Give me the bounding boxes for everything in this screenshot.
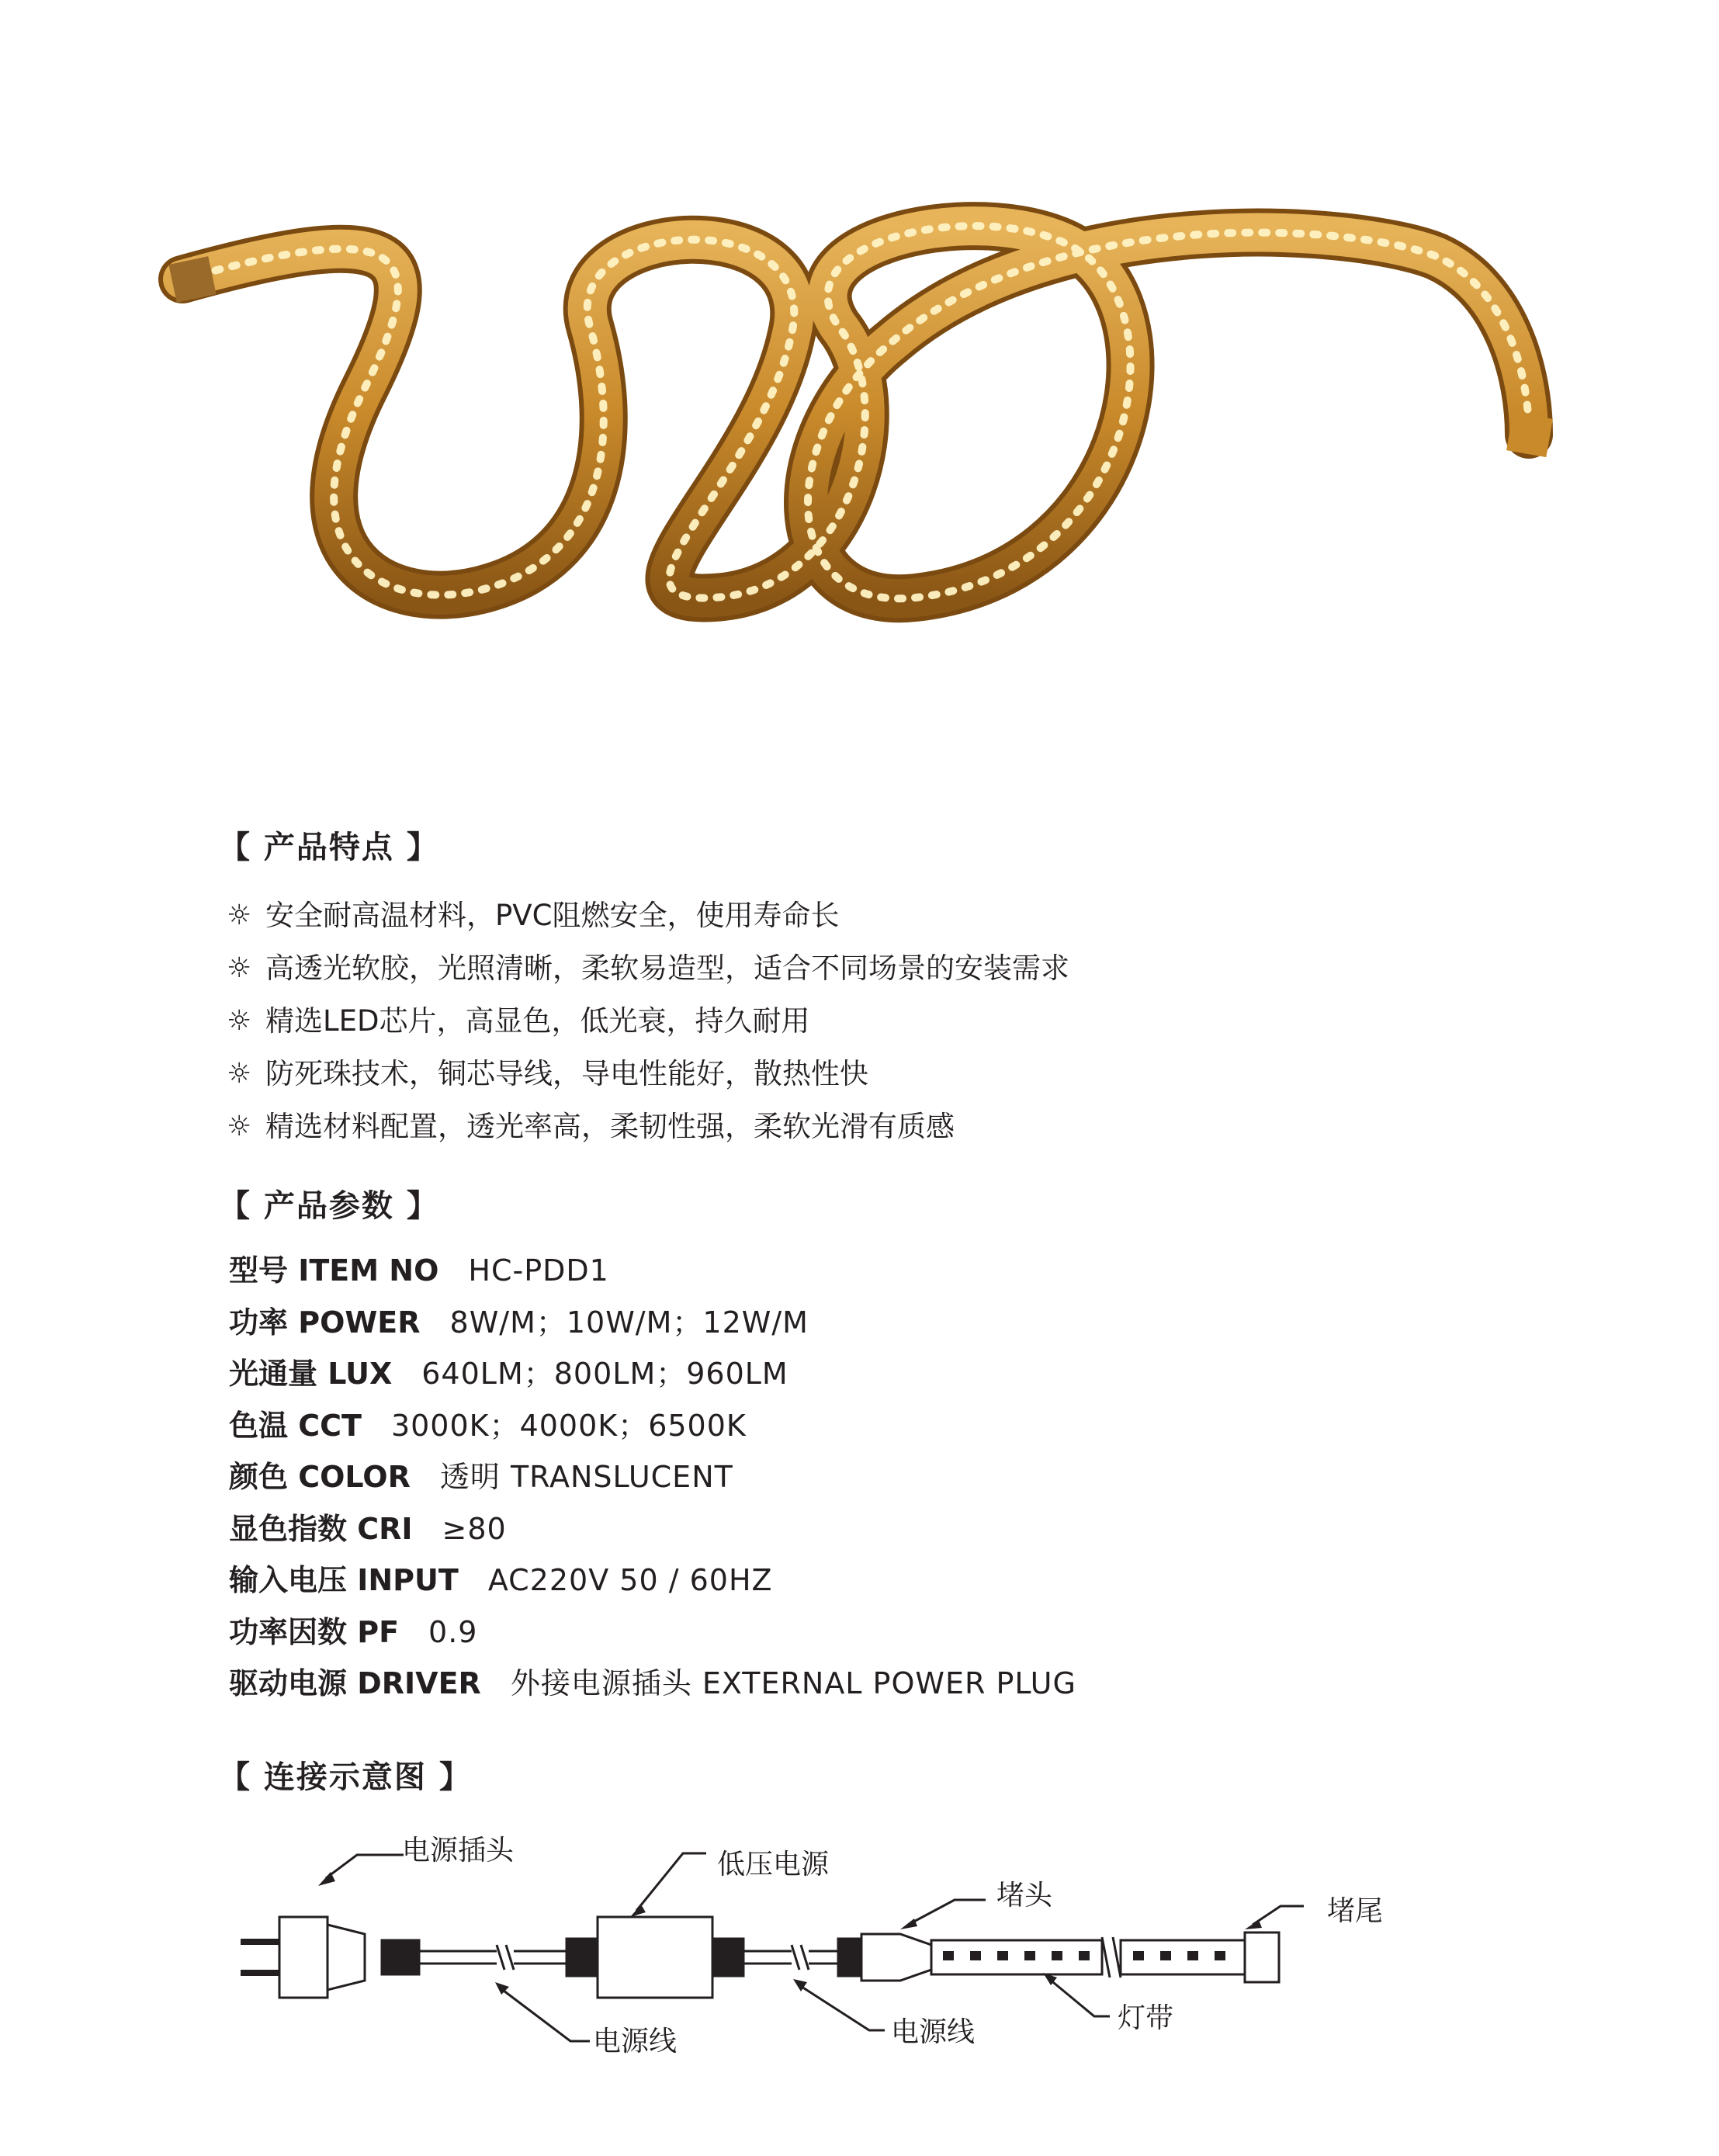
param-row [229,1664,1076,1716]
label-cable-2: 电源线 [891,2016,976,2048]
param-label: 光通量 LUX [229,1357,393,1391]
param-value: AC220V 50 / 60HZ [487,1563,773,1597]
label-end-cap: 堵尾 [1327,1895,1384,1927]
label-cable-1: 电源线 [593,2026,678,2057]
param-value: 0.9 [428,1614,478,1649]
label-driver: 低压电源 [717,1849,830,1880]
param-value: 8W/M；10W/M；12W/M [449,1305,809,1340]
param-value: ≥80 [442,1511,507,1546]
param-row [229,1458,1076,1510]
feature-item: ☼ 防死珠技术，铜芯导线，导电性能好，散热性快 [227,1048,1069,1101]
sun-outline-icon: ☼ [227,1111,252,1142]
param-value: 3000K；4000K；6500K [390,1408,747,1443]
driver-box [598,1917,712,1998]
param-row [229,1561,1076,1613]
param-row [229,1303,1076,1355]
param-row [229,1613,1076,1665]
param-value: 透明 TRANSLUCENT [439,1460,733,1494]
param-row [229,1354,1076,1406]
param-label: 功率 POWER [229,1305,421,1340]
sun-outline-icon: ☼ [227,952,252,984]
param-label: 显色指数 CRI [229,1511,413,1546]
param-label: 驱动电源 DRIVER [229,1666,481,1700]
param-value: HC-PDD1 [468,1253,609,1288]
param-label: 功率因数 PF [229,1614,400,1649]
product-photo-led-strip [0,0,1719,745]
param-row [229,1406,1076,1458]
sun-outline-icon: ☼ [227,899,252,931]
params-list [229,1251,1076,1716]
label-strip: 灯带 [1118,2002,1174,2034]
plug-body [279,1917,328,1998]
features-list [227,889,1069,1153]
label-plug: 电源插头 [402,1835,515,1867]
param-label: 输入电压 INPUT [229,1563,459,1597]
params-title: 【 产品参数 】 [219,1188,439,1224]
feature-item: ☼ 高透光软胶，光照清晰，柔软易造型，适合不同场景的安装需求 [227,942,1069,995]
feature-item: ☼ 精选材料配置，透光率高，柔韧性强，柔软光滑有质感 [227,1101,1069,1153]
param-label: 颜色 COLOR [229,1460,411,1494]
param-label: 色温 CCT [229,1408,362,1443]
param-row [229,1251,1076,1303]
param-value: 640LM；800LM；960LM [421,1357,788,1391]
param-value: 外接电源插头 EXTERNAL POWER PLUG [510,1666,1076,1700]
param-label: 型号 ITEM NO [229,1253,439,1288]
features-title: 【 产品特点 】 [219,830,439,865]
sun-outline-icon: ☼ [227,1005,252,1037]
connection-diagram [0,1808,1719,2156]
sun-outline-icon: ☼ [227,1058,252,1090]
feature-item: ☼ 安全耐高温材料，PVC阻燃安全，使用寿命长 [227,889,1069,942]
feature-item: ☼ 精选LED芯片，高显色，低光衰，持久耐用 [227,995,1069,1048]
diagram-title: 【 连接示意图 】 [219,1759,472,1795]
param-row [229,1510,1076,1562]
label-connector: 堵头 [996,1880,1053,1912]
